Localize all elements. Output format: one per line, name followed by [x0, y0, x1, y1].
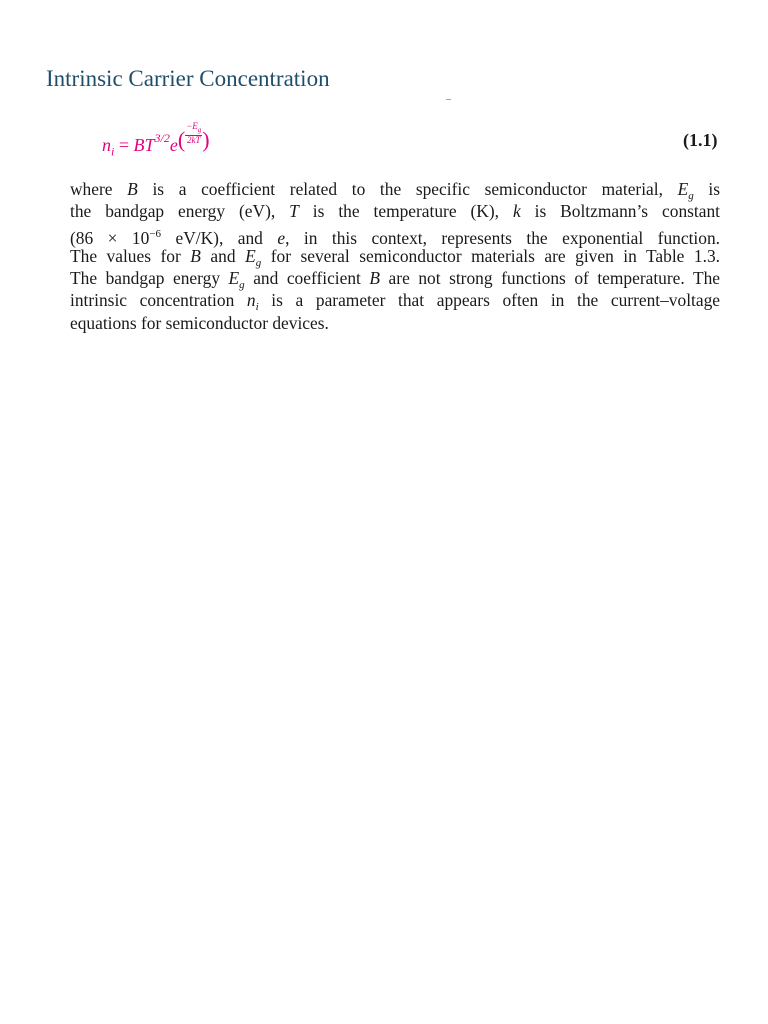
paragraph-line: the bandgap energy (eV), T is the temperature (K), k is Boltzmann’s constant: [70, 201, 720, 222]
paragraph-line: where B is a coefficient related to the specific semiconductor material, $E_g$ is: [70, 179, 720, 202]
eq-base: e: [169, 134, 178, 155]
stray-mark: [446, 99, 451, 100]
paragraph-line: equations for semiconductor devices.: [70, 312, 329, 333]
eq-close-paren: ): [202, 126, 210, 152]
eq-lhs-sub: i: [111, 144, 115, 159]
paragraph-line: The values for B and $E_g$ for several semiconductor materials are given in Table 1.3.: [70, 245, 720, 269]
paragraph-line: The bandgap energy $E_g$ and coefficient B are not strong functions of temperature. The: [70, 268, 720, 292]
eq-lhs-var: n: [102, 134, 111, 155]
paragraph-line: ($86 \times 10^{-6}$ eV/K), and e, in this context, represents the exponential function.: [70, 227, 720, 248]
eq-fraction-numerator: [185, 122, 202, 136]
equation-1-1: [102, 122, 210, 159]
eq-open-paren: (: [177, 126, 186, 152]
eq-frac-num-sub: g: [197, 125, 202, 134]
section-heading: Intrinsic Carrier Concentration: [46, 66, 330, 91]
body-paragraph: [70, 178, 720, 334]
eq-fraction: [185, 122, 202, 145]
eq-equals: =: [118, 134, 129, 155]
eq-exponent: 3/2: [154, 130, 170, 145]
equation-number: (1.1): [683, 130, 718, 150]
eq-coefficient: BT: [133, 134, 155, 155]
eq-frac-num-text: −E: [186, 121, 198, 131]
eq-fraction-denominator: 2kT: [186, 134, 201, 145]
paragraph-line: intrinsic concentration $n_i$ is a parameter that appears often in the current–voltage: [70, 290, 720, 314]
